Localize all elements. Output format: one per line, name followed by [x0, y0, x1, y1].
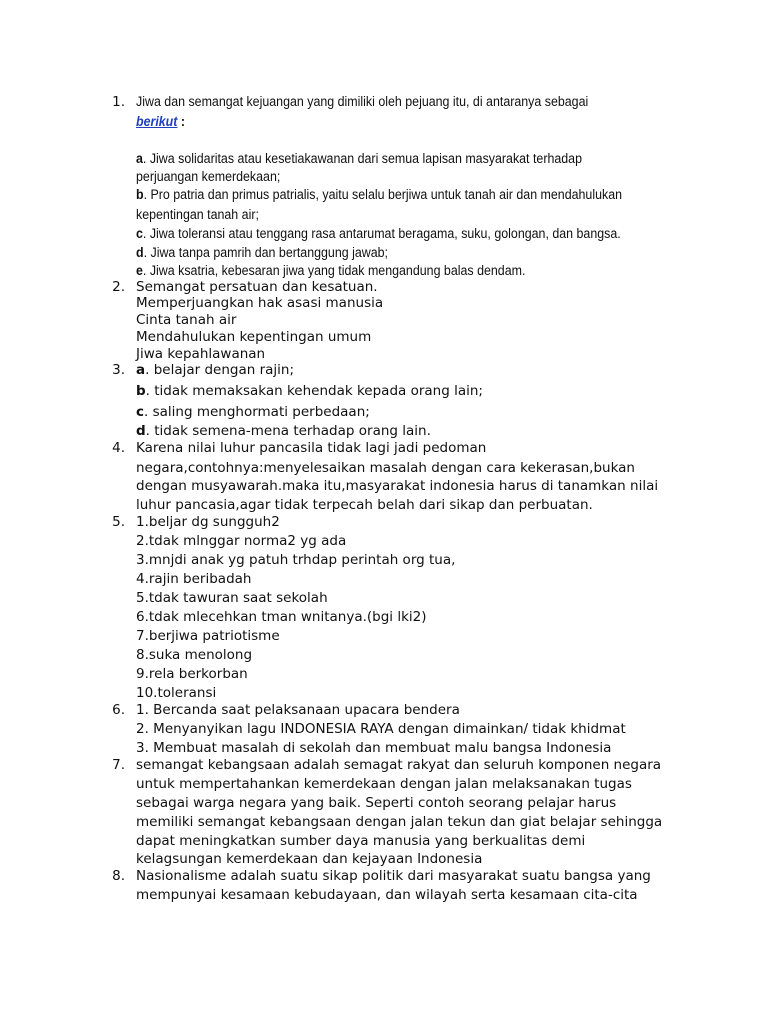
q1-option-c: c. Jiwa toleransi atau tenggang rasa antarumat beragama, suku, golongan, dan bangsa.	[136, 226, 621, 241]
item-number-5: 5.	[112, 514, 125, 530]
item-number-3: 3.	[112, 362, 125, 378]
q4-line: Karena nilai luhur pancasila tidak lagi jadi pedoman	[136, 440, 487, 456]
q5-line: 9.rela berkorban	[136, 666, 248, 682]
q3-option-d: d. tidak semena-mena terhadap orang lain.	[136, 423, 431, 439]
q1-option-a: a. Jiwa solidaritas atau kesetiakawanan dari semua lapisan masyarakat terhadap	[136, 151, 582, 166]
q5-line: 7.berjiwa patriotisme	[136, 628, 280, 644]
q7-line: dapat meningkatkan sumber daya manusia yang berkualitas demi	[136, 833, 586, 849]
q3-option-b: b. tidak memaksakan kehendak kepada orang lain;	[136, 383, 483, 399]
q1-option-b: b. Pro patria dan primus patrialis, yaitu selalu berjiwa untuk tanah air dan mendahulukan	[136, 187, 623, 202]
q1-option-e: e. Jiwa ksatria, kebesaran jiwa yang tidak mengandung balas dendam.	[136, 263, 526, 278]
item-number-7: 7.	[112, 757, 125, 773]
q5-line: 5.tdak tawuran saat sekolah	[136, 590, 328, 606]
q1-option-d: d. Jiwa tanpa pamrih dan bertanggung jawab;	[136, 245, 389, 260]
q2-line: Mendahulukan kepentingan umum	[136, 329, 372, 345]
q5-line: 3.mnjdi anak yg patuh trhdap perintah org tua,	[136, 552, 456, 568]
q2-line: Cinta tanah air	[136, 312, 237, 328]
q7-line: semangat kebangsaan adalah semagat rakyat dan seluruh komponen negara	[136, 757, 662, 773]
q2-line: Semangat persatuan dan kesatuan.	[136, 279, 378, 295]
q5-line: 4.rajin beribadah	[136, 571, 252, 587]
q1-line-2	[136, 114, 185, 129]
item-number-6: 6.	[112, 702, 125, 718]
q4-line: negara,contohnya:menyelesaikan masalah dengan cara kekerasan,bukan	[136, 460, 635, 476]
item-number-1: 1.	[112, 94, 125, 110]
q6-line: 3. Membuat masalah di sekolah dan membuat malu bangsa Indonesia	[136, 740, 612, 756]
q7-line: untuk mempertahankan kemerdekaan dengan jalan melaksanakan tugas	[136, 776, 632, 792]
q1-option-a-cont: perjuangan kemerdekaan;	[136, 169, 281, 184]
q6-line: 1. Bercanda saat pelaksanaan upacara bendera	[136, 702, 460, 718]
q5-line: 2.tdak mlnggar norma2 yg ada	[136, 533, 347, 549]
item-number-4: 4.	[112, 440, 125, 456]
q5-line: 8.suka menolong	[136, 647, 253, 663]
q4-line: dengan musyawarah.maka itu,masyarakat indonesia harus di tanamkan nilai	[136, 478, 659, 494]
q5-line: 6.tdak mlecehkan tman wnitanya.(bgi lki2)	[136, 609, 427, 625]
q2-line: Memperjuangkan hak asasi manusia	[136, 295, 384, 311]
q7-line: kelagsungan kemerdekaan dan kejayaan Indonesia	[136, 851, 483, 867]
q1-colon: :	[177, 114, 186, 129]
q5-line: 1.beljar dg sungguh2	[136, 514, 280, 530]
berikut-link[interactable]: berikut	[136, 114, 178, 129]
q3-option-a: a. belajar dengan rajin;	[136, 362, 295, 378]
q1-line-1: Jiwa dan semangat kejuangan yang dimiliki oleh pejuang itu, di antaranya sebagai	[136, 94, 589, 109]
item-number-8: 8.	[112, 868, 125, 884]
q7-line: memiliki semangat kebangsaan dengan jalan tekun dan giat belajar sehingga	[136, 814, 663, 830]
q2-line: Jiwa kepahlawanan	[136, 346, 266, 362]
q6-line: 2. Menyanyikan lagu INDONESIA RAYA dengan dimainkan/ tidak khidmat	[136, 721, 626, 737]
q7-line: sebagai warga negara yang baik. Seperti contoh seorang pelajar harus	[136, 795, 617, 811]
q8-line: mempunyai kesamaan kebudayaan, dan wilayah serta kesamaan cita-cita	[136, 887, 638, 903]
item-number-2: 2.	[112, 279, 125, 295]
q8-line: Nasionalisme adalah suatu sikap politik dari masyarakat suatu bangsa yang	[136, 868, 651, 884]
q3-option-c: c. saling menghormati perbedaan;	[136, 404, 370, 420]
q4-line: luhur pancasia,agar tidak terpecah belah dari sikap dan perbuatan.	[136, 497, 593, 513]
q1-option-b-cont: kepentingan tanah air;	[136, 207, 259, 222]
q5-line: 10.toleransi	[136, 685, 217, 701]
